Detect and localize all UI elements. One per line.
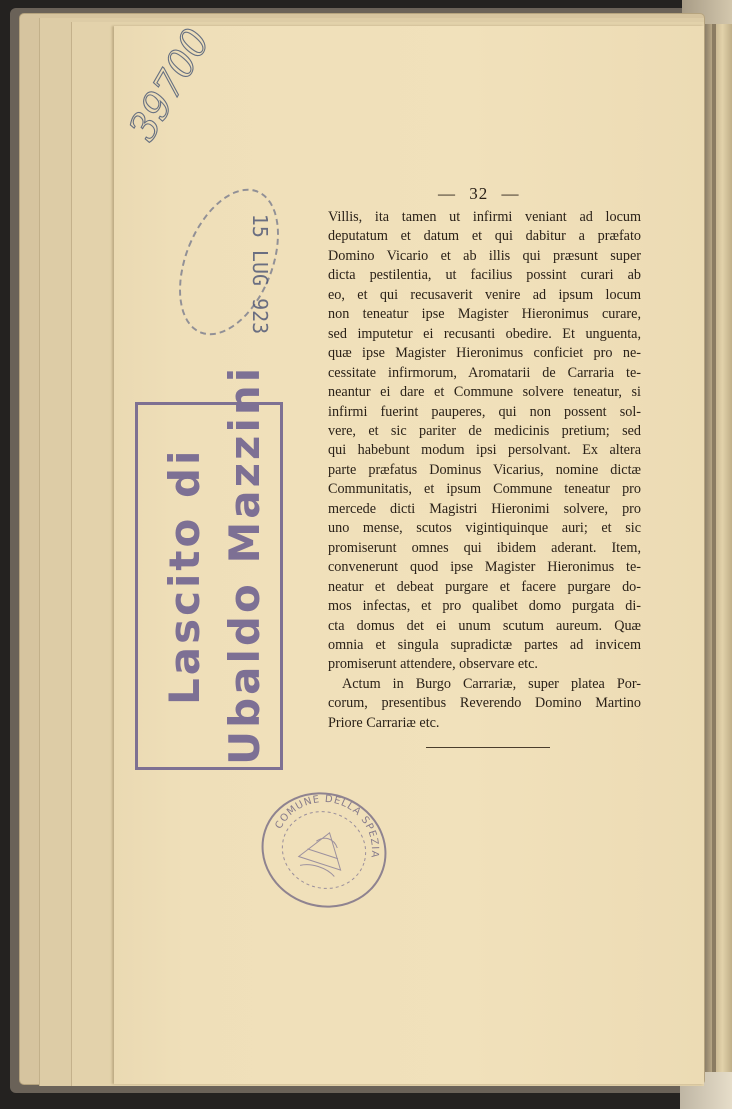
text-line: parte præfatus Dominus Vicarius, nomine dictæ: [328, 461, 641, 478]
seal-text: COMUNE DELLA SPEZIA: [273, 793, 381, 859]
text-line: neantur ei dare et Commune solvere teneatur, si: [328, 384, 641, 401]
donation-stamp: [135, 364, 283, 770]
text-line: Communitatis, et ipsum Commune teneatur pro: [328, 481, 641, 498]
text-line: Actum in Burgo Carrariæ, super platea Por-: [342, 675, 641, 692]
date-stamp-text: 15 LUG 923: [248, 213, 273, 335]
page-header: [438, 184, 520, 204]
page-edge-shadow: [712, 0, 716, 1109]
text-line: Villis, ita tamen ut infirmi veniant ad locum: [328, 209, 641, 225]
donation-stamp-line-1: Lascito di: [160, 447, 209, 705]
text-line: infirmi fuerint pauperes, qui non possent sol-: [328, 403, 641, 420]
text-line: quæ ipse Magister Hieronimus conficiet pro ne-: [328, 345, 641, 362]
text-line: qui habebunt modum ipsi persolvant. Ex altera: [328, 442, 641, 459]
header-dash-left: —: [438, 184, 456, 203]
header-dash-right: —: [501, 184, 520, 203]
page-number: 32: [469, 184, 489, 203]
svg-text:COMUNE DELLA SPEZIA: [273, 784, 390, 862]
text-line: mercede dicti Magistri Hieronimi solvere, pro: [328, 500, 641, 517]
text-line: Priore Carrariæ etc.: [328, 714, 440, 731]
donation-stamp-line-2: Ubaldo Mazzini: [220, 364, 269, 765]
text-line: promiserunt attendere, observare etc.: [328, 656, 538, 673]
text-line: omnia et singula supradictæ partes ad invicem: [328, 636, 641, 653]
text-line: cessitate infirmorum, Aromatarii de Carraria te-: [328, 364, 641, 381]
text-line: Domino Vicario et ab illis qui præsunt super: [328, 247, 641, 264]
text-line: convenerunt quod ipse Magister Hieronimus te-: [328, 559, 641, 576]
text-line: eo, et qui recusaverit venire ad ipsum locum: [328, 286, 641, 303]
text-line: promiserunt omnes qui ibidem aderant. Item,: [328, 539, 641, 556]
text-line: neatur et debeat purgare et facere purgare do-: [328, 578, 641, 595]
text-line: vere, et sic pariter de medicinis pretium; sed: [328, 422, 641, 439]
text-line: cta domus det ei unum scutum aureum. Quæ: [328, 617, 641, 634]
text-line: dicta pestilentia, ut facilius possint curari ab: [328, 267, 641, 284]
page-edges-right: [700, 0, 732, 1109]
handwritten-shelf-number: 39700: [120, 21, 219, 148]
text-line: deputatum et datum et qui dabitur a præfato: [328, 228, 641, 245]
text-line: mos infectas, et pro qualibet domo purgata di-: [328, 598, 641, 615]
text-line: corum, presentibus Reverendo Domino Martino: [328, 695, 641, 712]
text-line: sed imputetur ei recusanti obedire. Et unguenta,: [328, 325, 641, 342]
text-line: non teneatur ipse Magister Hieronimus curare,: [328, 306, 641, 323]
library-seal: [258, 784, 390, 916]
end-rule: [426, 747, 550, 748]
body-text: [328, 208, 641, 733]
text-line: uno mense, scutos vigintiquinque auri; et sic: [328, 520, 641, 537]
